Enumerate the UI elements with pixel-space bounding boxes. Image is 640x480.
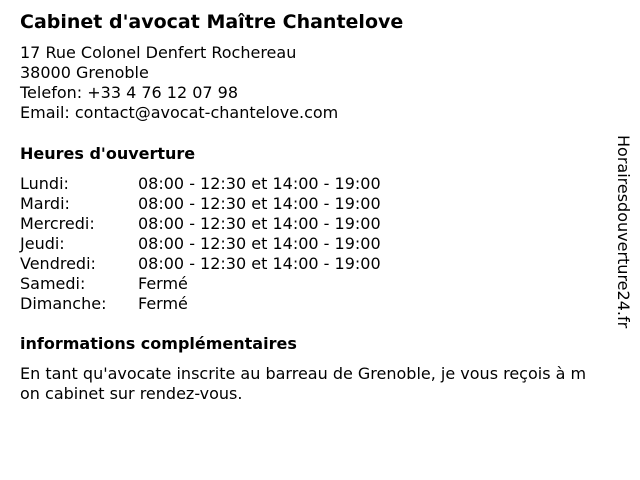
day-label: Lundi: — [20, 174, 69, 193]
additional-info-text: En tant qu'avocate inscrite au barreau de Grenoble, je vous reçois à mon cabinet sur rendez-vous. — [20, 364, 587, 403]
address-city: 38000 Grenoble — [20, 63, 149, 82]
day-hours: 08:00 - 12:30 et 14:00 - 19:00 — [138, 174, 381, 193]
day-label: Samedi: — [20, 274, 86, 293]
contact-block — [20, 43, 338, 123]
opening-hours-heading: Heures d'ouverture — [20, 144, 196, 163]
day-hours: Fermé — [138, 294, 188, 313]
day-hours: 08:00 - 12:30 et 14:00 - 19:00 — [138, 194, 381, 213]
day-hours: 08:00 - 12:30 et 14:00 - 19:00 — [138, 214, 381, 233]
additional-info-heading: informations complémentaires — [20, 334, 297, 353]
site-watermark: Horairesdouverture24.fr — [614, 135, 633, 329]
day-hours: 08:00 - 12:30 et 14:00 - 19:00 — [138, 254, 381, 273]
day-label: Mercredi: — [20, 214, 95, 233]
address-street: 17 Rue Colonel Denfert Rochereau — [20, 43, 297, 62]
day-hours: 08:00 - 12:30 et 14:00 - 19:00 — [138, 234, 381, 253]
day-label: Mardi: — [20, 194, 70, 213]
day-label: Vendredi: — [20, 254, 96, 273]
day-label: Dimanche: — [20, 294, 107, 313]
phone-number: Telefon: +33 4 76 12 07 98 — [20, 83, 239, 102]
email-address: Email: contact@avocat-chantelove.com — [20, 103, 339, 122]
day-hours: Fermé — [138, 274, 188, 293]
day-label: Jeudi: — [20, 234, 65, 253]
business-title: Cabinet d'avocat Maître Chantelove — [20, 11, 404, 33]
